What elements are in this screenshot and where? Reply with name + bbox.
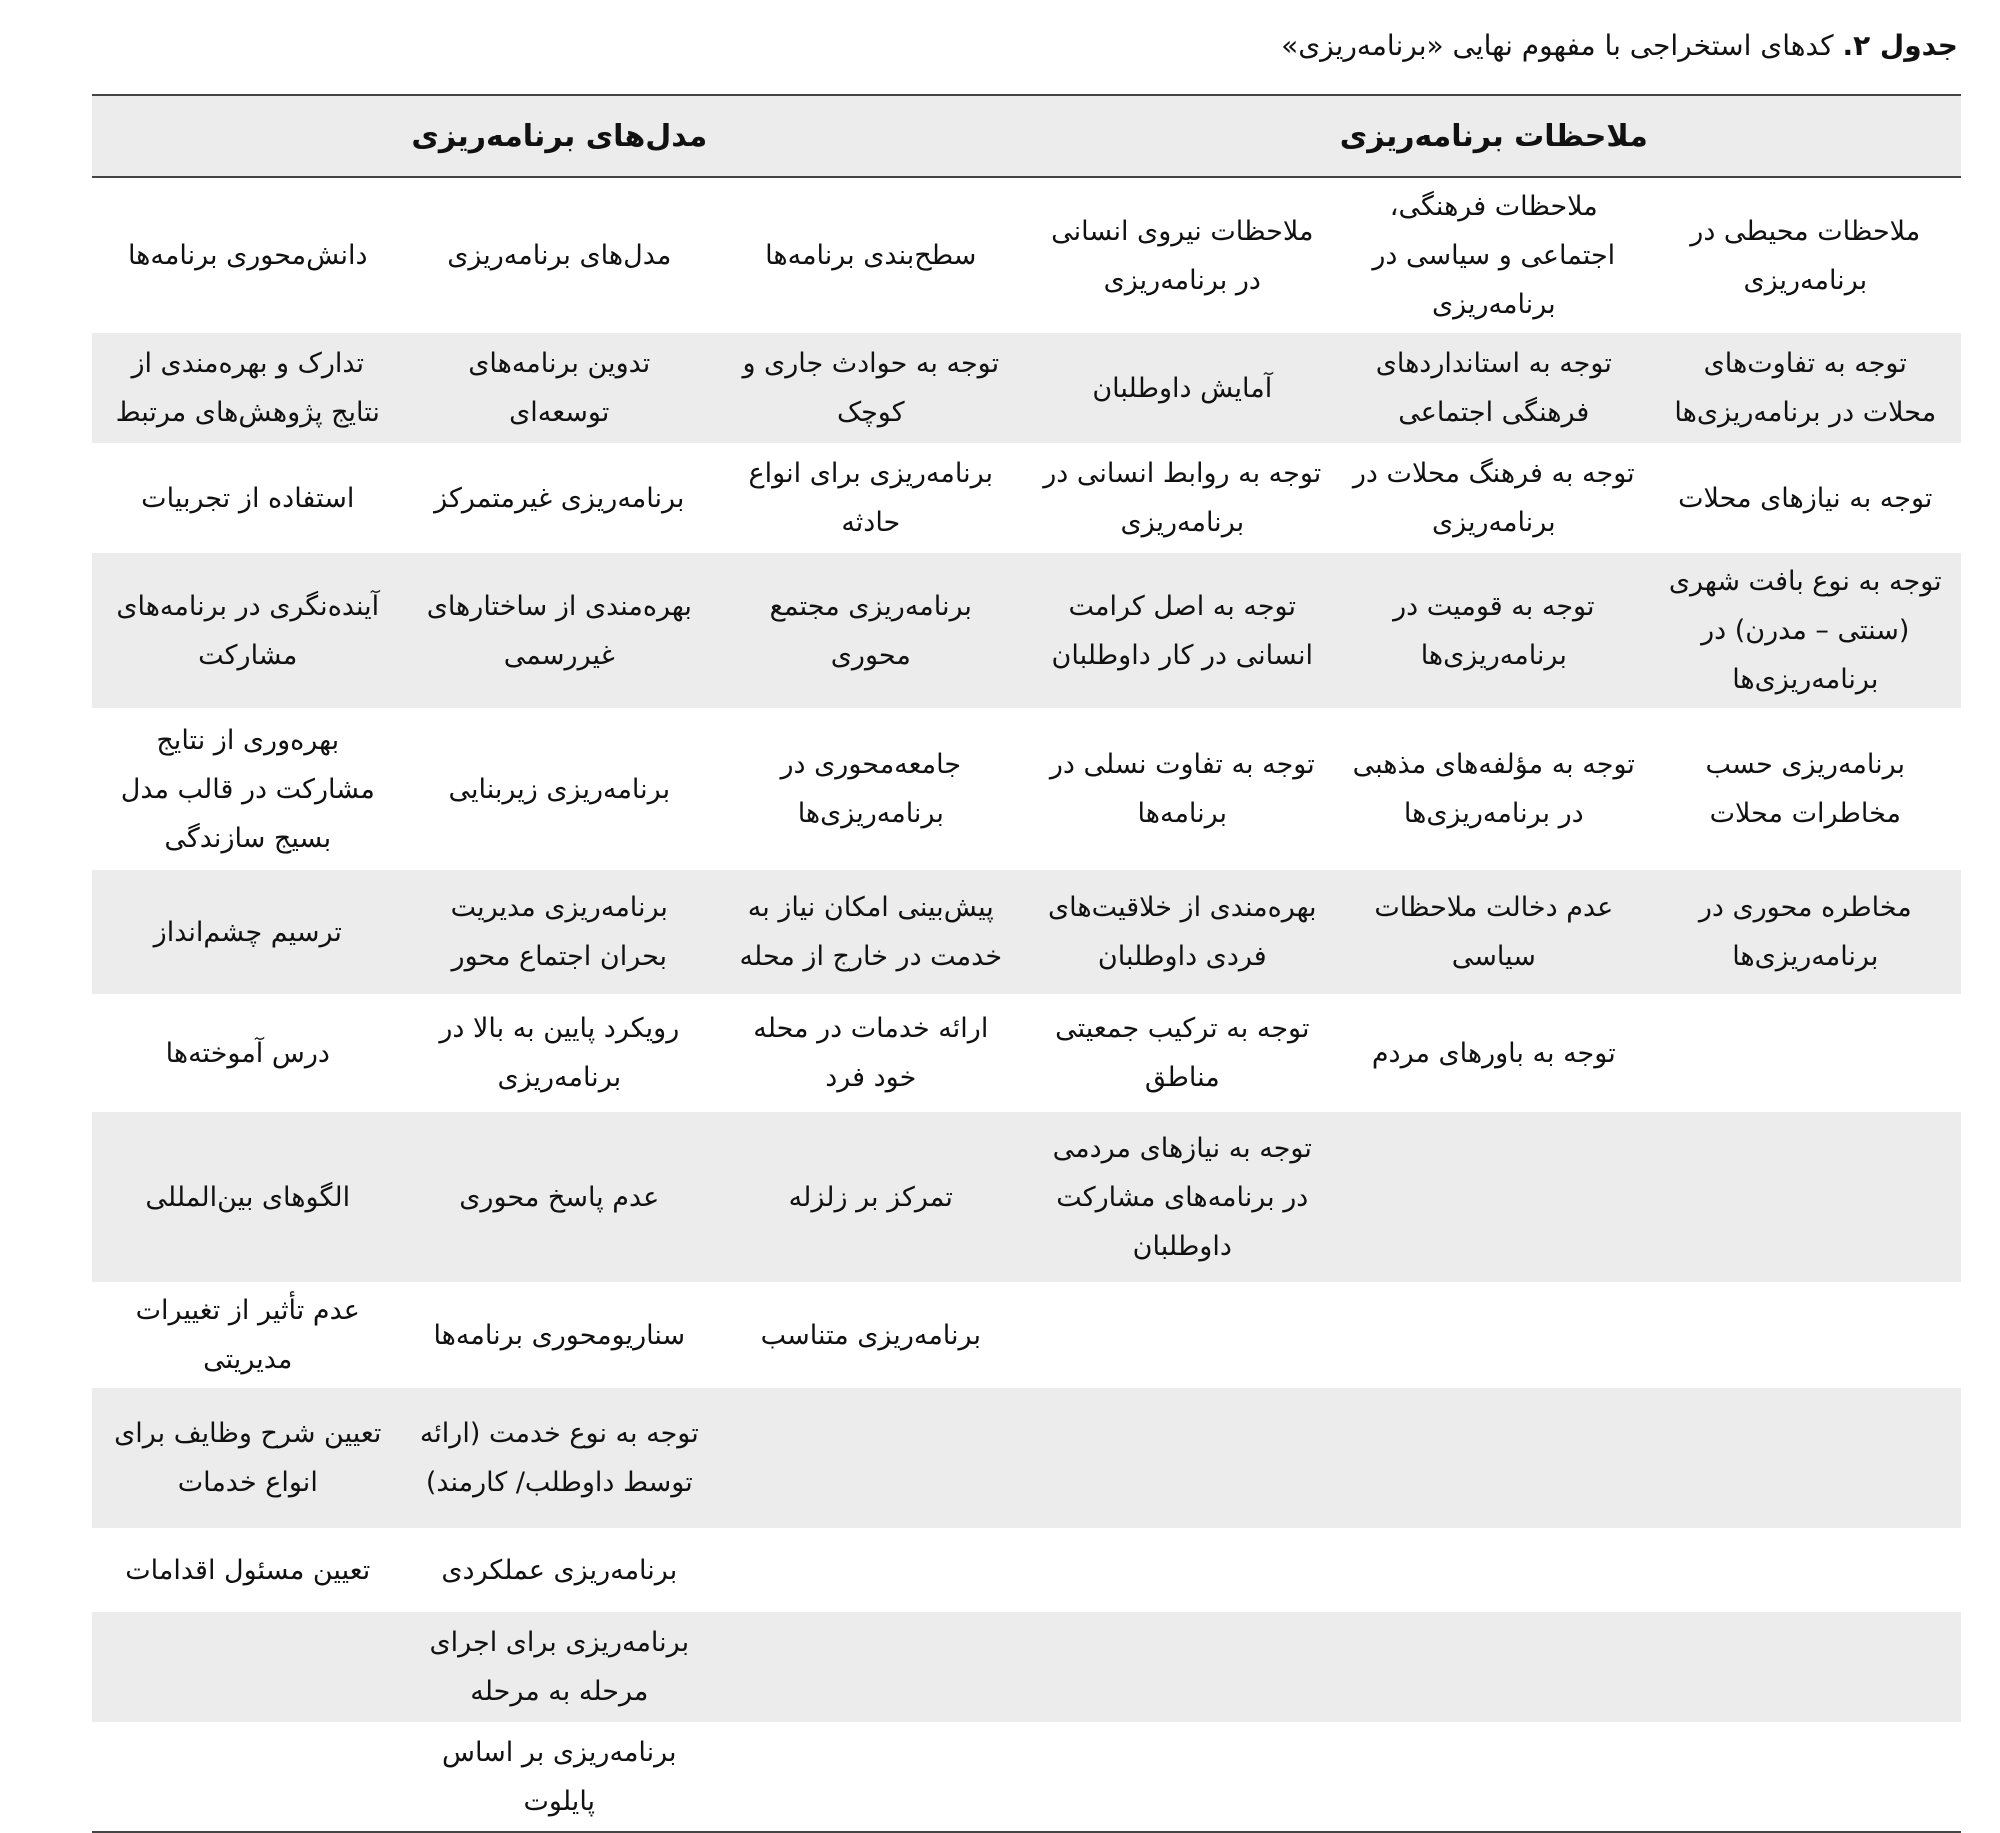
table-row [92,1388,1961,1528]
table-cell: ترسیم چشم‌انداز [153,916,342,948]
table-row [92,1282,1961,1388]
table-cell: تمرکز بر زلزله [788,1181,953,1213]
table-cell: برنامه‌ریزی برای انواع حادثه [748,458,994,538]
table-cell [1650,1282,1962,1388]
table-cell: سناریومحوری برنامه‌ها [433,1319,686,1351]
header-planning-models: مدل‌های برنامه‌ریزی [92,95,1027,177]
table-row [92,1722,1961,1832]
table-row [92,177,1961,333]
table-cell: توجه به نوع خدمت (ارائه توسط داوطلب/ کارمند) [419,1418,699,1498]
table-cell: توجه به روابط انسانی در برنامه‌ریزی [1043,458,1322,538]
table-cell: توجه به حوادث جاری و کوچک [742,348,1000,428]
table-cell: مدل‌های برنامه‌ریزی [447,240,672,271]
table-cell: توجه به مؤلفه‌های مذهبی در برنامه‌ریزی‌ها [1352,749,1635,829]
table-cell [715,1528,1027,1612]
table-cell: برنامه‌ریزی غیرمتمرکز [434,482,685,514]
table-cell: تدارک و بهره‌مندی از نتایج پژوهش‌های مرتبط [115,348,380,428]
table-cell [1650,1722,1962,1832]
table-cell [1338,1612,1650,1722]
table-cell: توجه به تفاوت‌های محلات در برنامه‌ریزی‌ها [1674,348,1937,428]
table-cell: عدم دخالت ملاحظات سیاسی [1374,892,1614,972]
table-cell [715,1722,1027,1832]
table-cell [1650,1528,1962,1612]
table-cell: برنامه‌ریزی متناسب [760,1319,981,1351]
table-cell: بهره‌مندی از ساختارهای غیررسمی [426,590,692,671]
table-cell: جامعه‌محوری در برنامه‌ریزی‌ها [780,749,962,829]
table-cell [1650,1388,1962,1528]
table-row [92,1112,1961,1282]
header-row [92,95,1961,177]
table-cell [1650,1612,1962,1722]
table-cell: برنامه‌ریزی مدیریت بحران اجتماع محور [450,892,668,972]
table-cell [1027,1722,1339,1832]
table-cell [1338,1528,1650,1612]
table-cell [1338,1722,1650,1832]
table-cell [92,1612,404,1722]
table-cell: برنامه‌ریزی عملکردی [441,1554,678,1586]
table-cell: رویکرد پایین به بالا در برنامه‌ریزی [439,1013,680,1093]
table-row [92,1612,1961,1722]
table-cell [715,1612,1027,1722]
table-cell [1027,1612,1339,1722]
table-cell: عدم تأثیر از تغییرات مدیریتی [135,1295,360,1375]
table-cell: ارائه خدمات در محله خود فرد [753,1013,989,1093]
table-cell: تعیین شرح وظایف برای انواع خدمات [114,1418,382,1498]
table-cell: بهره‌مندی از خلاقیت‌های فردی داوطلبان [1047,892,1317,972]
table-cell: برنامه‌ریزی بر اساس پایلوت [404,1722,716,1832]
header-planning-considerations: ملاحظات برنامه‌ریزی [1027,95,1962,177]
table-cell [1338,1388,1650,1528]
table-cell: درس آموخته‌ها [165,1037,330,1069]
table-cell: سطح‌بندی برنامه‌ها [765,240,977,271]
table-cell: تدوین برنامه‌های توسعه‌ای [468,348,651,428]
table-cell: آمایش داوطلبان [1092,372,1273,404]
table-cell [1650,994,1962,1112]
table-cell: دانش‌محوری برنامه‌ها [127,240,368,271]
table-cell: الگوهای بین‌المللی [145,1181,351,1213]
table-cell: توجه به نوع بافت شهری (سنتی – مدرن) در برنامه‌ریزی‌ها [1668,566,1942,695]
table-cell [1338,1112,1650,1282]
table-cell: برنامه‌ریزی مجتمع محوری [769,590,972,671]
table-cell: توجه به اصل کرامت انسانی در کار داوطلبان [1051,590,1314,671]
table-cell: توجه به قومیت در برنامه‌ریزی‌ها [1393,590,1595,671]
table-cell [92,1722,404,1832]
table-cell: توجه به نیازهای مردمی در برنامه‌های مشارکت داوطلبان [1052,1132,1312,1262]
table-cell: استفاده از تجربیات [141,482,355,514]
table-row [92,994,1961,1112]
codes-table [92,94,1961,1833]
table-cell: توجه به فرهنگ محلات در برنامه‌ریزی [1352,458,1635,538]
table-cell [1338,1282,1650,1388]
caption-text: کدهای استخراجی با مفهوم نهایی «برنامه‌ریزی» [1281,29,1843,62]
table-row [92,1528,1961,1612]
table-cell: پیش‌بینی امکان نیاز به خدمت در خارج از محله [739,892,1003,972]
table-cell: برنامه‌ریزی حسب مخاطرات محلات [1705,749,1906,829]
table-cell: توجه به نیازهای محلات [1678,482,1933,514]
table-cell: توجه به تفاوت نسلی در برنامه‌ها [1049,749,1315,829]
table-cell [1027,1388,1339,1528]
caption-label: جدول ۲. [1842,29,1958,62]
table-cell [1027,1528,1339,1612]
table-cell: بهره‌وری از نتایج مشارکت در قالب مدل بسیج سازندگی [120,724,375,854]
table-body [92,177,1961,1832]
table-cell: عدم پاسخ محوری [459,1181,660,1213]
table-row [92,870,1961,994]
table-row [92,708,1961,870]
table-cell: توجه به ترکیب جمعیتی مناطق [1055,1013,1310,1093]
table-cell: تعیین مسئول اقدامات [125,1554,371,1586]
table-cell [1650,1112,1962,1282]
table-cell [1027,1282,1339,1388]
table-cell: آینده‌نگری در برنامه‌های مشارکت [116,590,380,671]
table-cell: ملاحظات فرهنگی، اجتماعی و سیاسی در برنامه‌ریزی [1372,191,1616,320]
table-caption [1281,26,1958,66]
table-cell [715,1388,1027,1528]
table-cell: توجه به باورهای مردم [1371,1037,1616,1069]
table-cell: ملاحظات نیروی انسانی در برنامه‌ریزی [1051,215,1314,296]
table-cell: ملاحظات محیطی در برنامه‌ریزی [1690,215,1921,296]
table-cell: مخاطره محوری در برنامه‌ریزی‌ها [1698,892,1912,972]
table-cell: توجه به استانداردهای فرهنگی اجتماعی [1375,348,1612,428]
table-row [92,553,1961,708]
table-cell: برنامه‌ریزی زیربنایی [448,773,671,805]
table-row [92,333,1961,443]
table-row [92,443,1961,553]
table-cell: برنامه‌ریزی برای اجرای مرحله به مرحله [429,1627,690,1707]
